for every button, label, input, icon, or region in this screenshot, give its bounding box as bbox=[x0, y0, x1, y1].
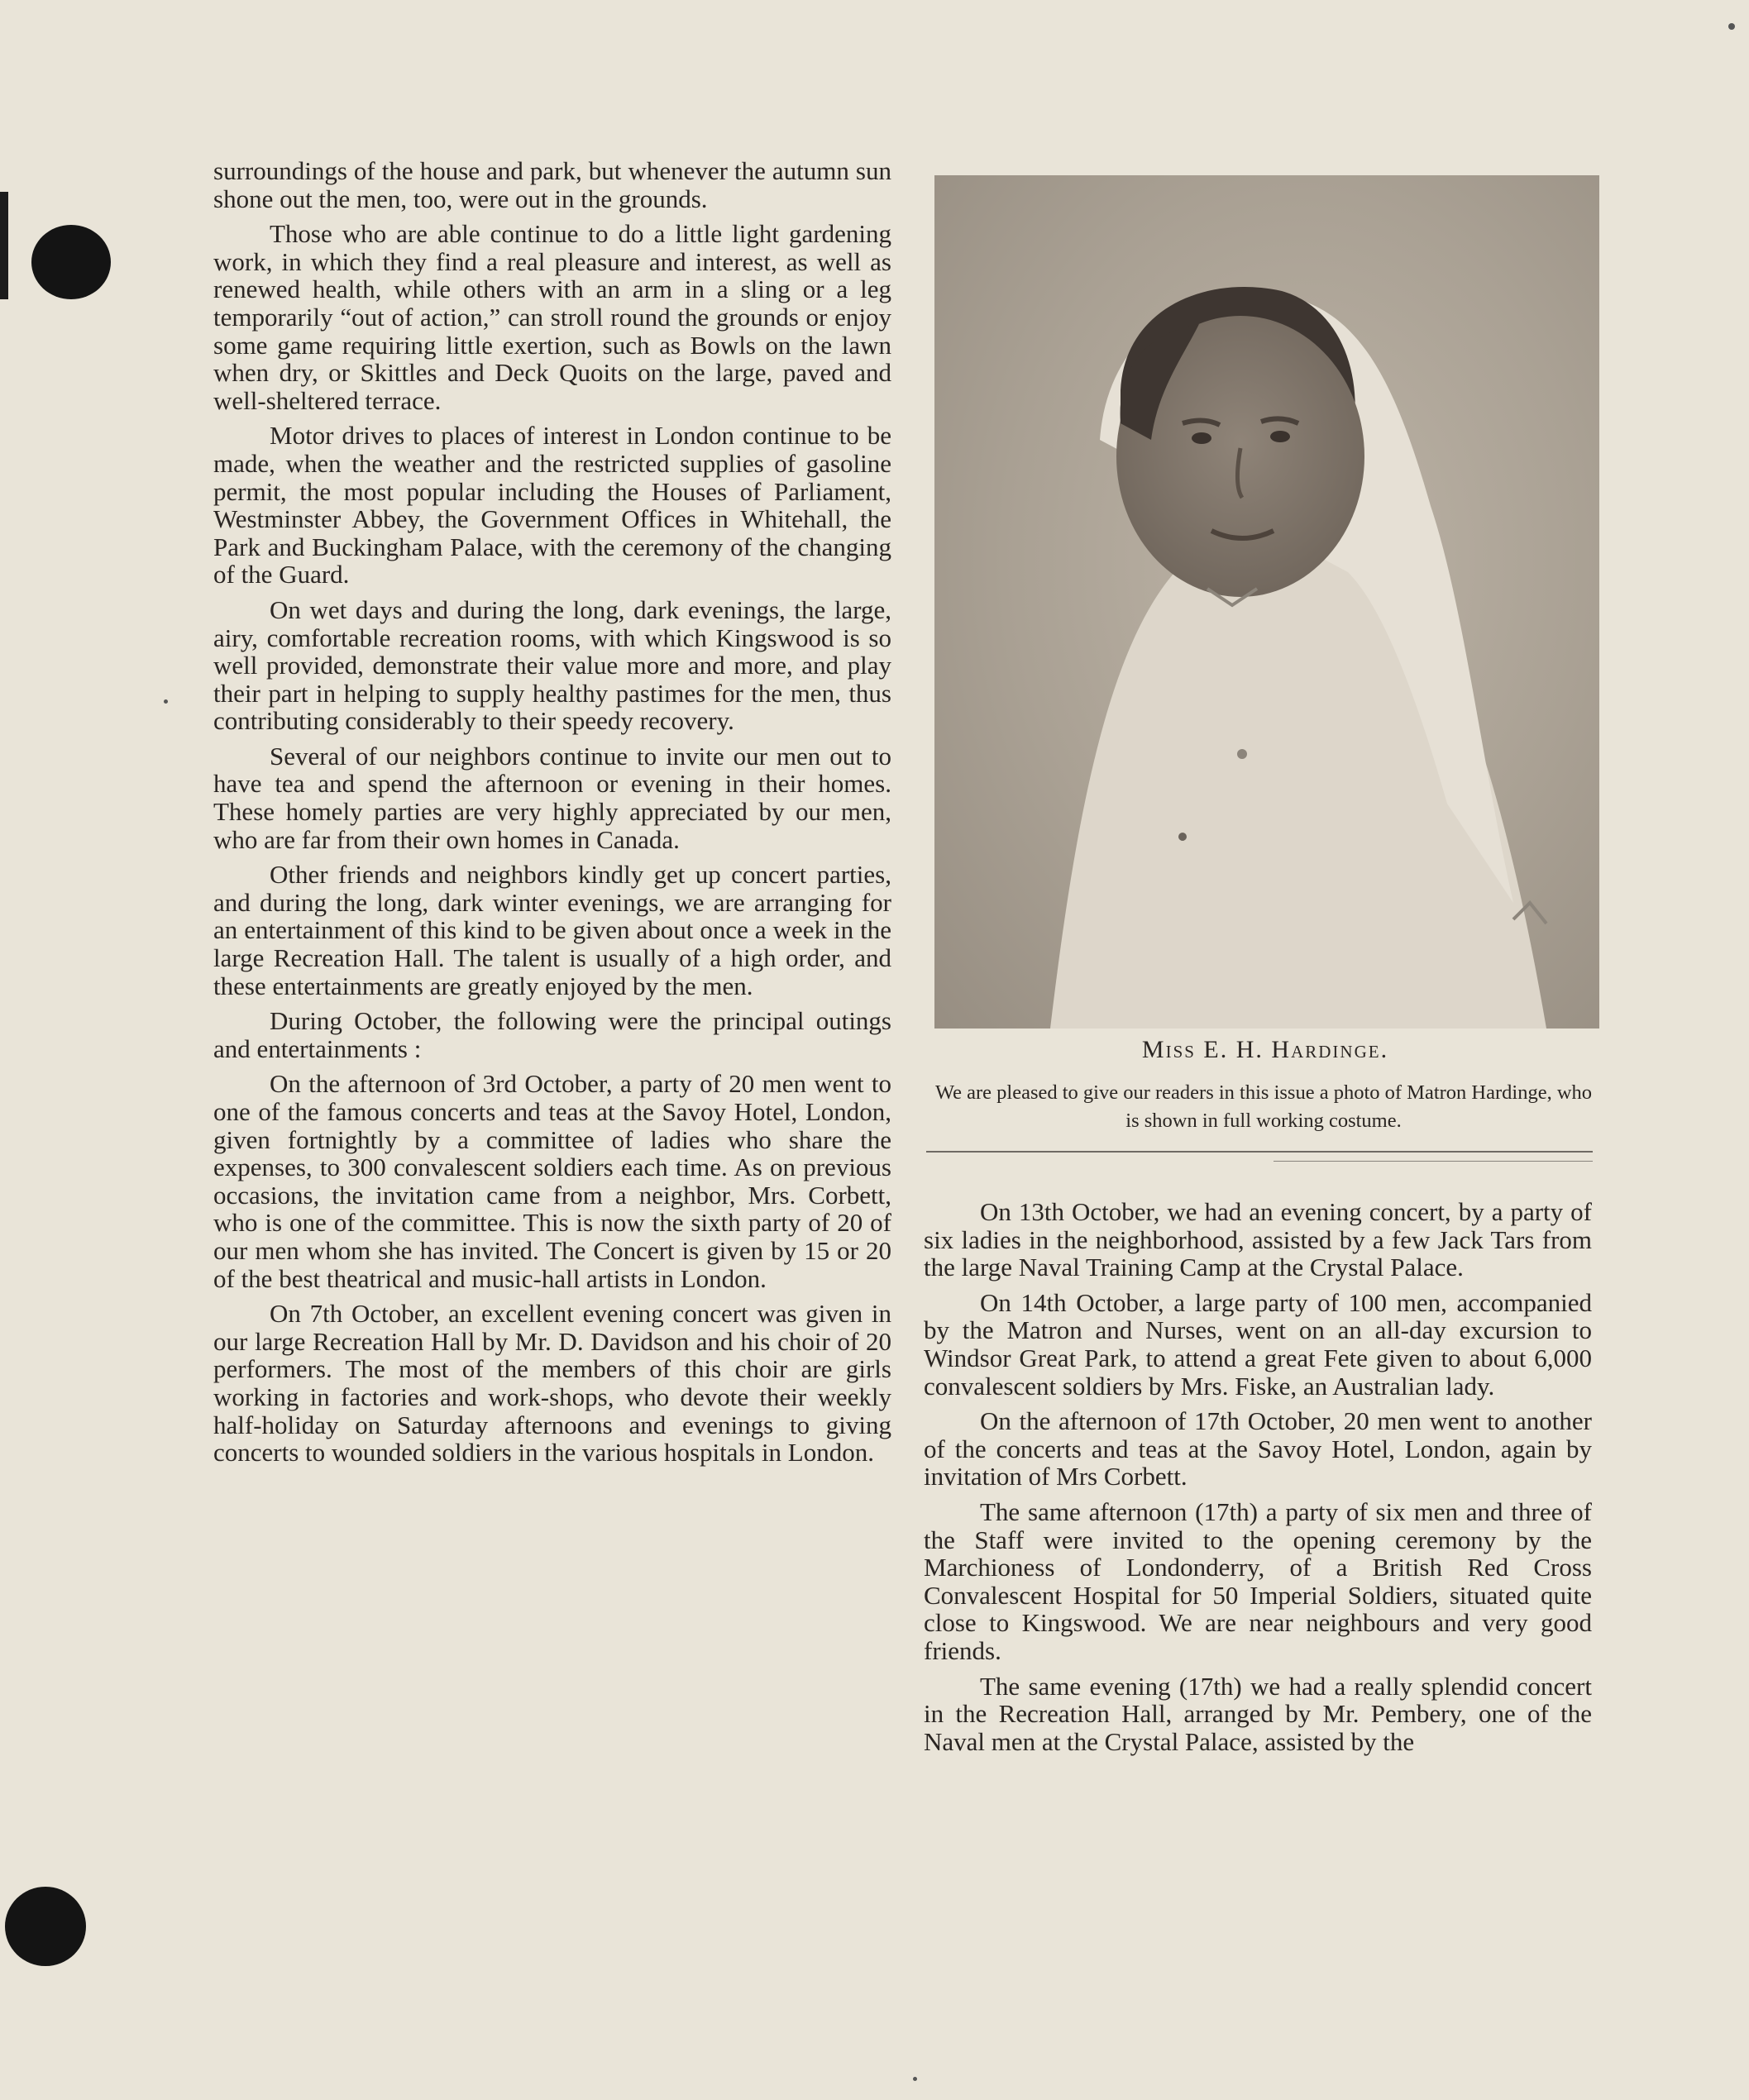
paragraph: Those who are able continue to do a little light gardening work, in which they find a real pleasure and interest, as well as renewed health, while others with an arm in a sling or a leg temporarily “out of action,” can stroll round the grounds or enjoy some game requiring little exertion, such as Bowls on the lawn when dry, or Skittles and Deck Quoits on the large, paved and well-sheltered terrace. bbox=[213, 219, 891, 415]
photo-caption-text: We are pleased to give our readers in this issue a photo of Matron Hardinge, who is shown in full working costume. bbox=[934, 1081, 1593, 1132]
binding-edge-mark bbox=[0, 192, 8, 299]
punch-hole-bottom bbox=[5, 1887, 86, 1966]
right-column bbox=[924, 1198, 1592, 1763]
paragraph: The same evening (17th) we had a really splendid concert in the Recreation Hall, arranged by Mr. Pembery, one of the Naval men at the Crystal Palace, assisted by the bbox=[924, 1671, 1592, 1756]
nurse-portrait-icon bbox=[934, 175, 1599, 1029]
paragraph: The same afternoon (17th) a party of six men and three of the Staff were invited to the opening ceremony by the Marchioness of Londonderry, of a British Red Cross Convalescent Hospital for 50 Imperial Soldiers, situated quite close to Kingswood. We are near neighbours and very good friends. bbox=[924, 1496, 1592, 1665]
section-divider bbox=[1274, 1161, 1593, 1162]
paragraph: On 13th October, we had an evening concert, by a party of six ladies in the neighborhood, assisted by a few Jack Tars from the large Naval Training Camp at the Crystal Palace. bbox=[924, 1197, 1592, 1282]
paragraph: On the afternoon of 17th October, 20 men went to another of the concerts and teas at the Savoy Hotel, London, again by invitation of Mrs Corbett. bbox=[924, 1406, 1592, 1491]
paragraph: On 14th October, a large party of 100 men, accompanied by the Matron and Nurses, went on an all-day excursion to Windsor Great Park, to attend a great Fete given to about 6,000 convalescent soldiers by Mrs. Fiske, an Australian lady. bbox=[924, 1287, 1592, 1401]
paragraph: Other friends and neighbors kindly get up concert parties, and during the long, dark winter evenings, we are arranging for an entertainment of this kind to be given about once a week in the large Recreation Hall. The talent is usually of a high order, and these entertainments are greatly enjoyed by the men. bbox=[213, 860, 891, 1000]
paragraph: surroundings of the house and park, but whenever the autumn sun shone out the men, too, were out in the grounds. bbox=[213, 156, 891, 213]
left-column bbox=[213, 157, 891, 1474]
speck bbox=[1728, 23, 1735, 30]
paragraph: On the afternoon of 3rd October, a party of 20 men went to one of the famous concerts and teas at the Savoy Hotel, London, given fortnightly by a committee of ladies who share the expenses, to 300 convalescent soldiers each time. As on previous occasions, the invitation came from a neighbor, Mrs. Corbett, who is one of the committee. This is now the sixth party of 20 of our men whom she has invited. The Concert is given by 15 or 20 of the best theatrical and music-hall artists in London. bbox=[213, 1069, 891, 1293]
speck bbox=[913, 2077, 917, 2081]
paragraph: During October, the following were the principal outings and entertainments : bbox=[213, 1006, 891, 1063]
paragraph: On wet days and during the long, dark evenings, the large, airy, comfortable recreation rooms, with which Kingswood is so well provided, demonstrate their value more and more, and play their part in helping to supply healthy pastimes for the men, thus contributing considerably to their speedy recovery. bbox=[213, 594, 891, 736]
paragraph: Several of our neighbors continue to invite our men out to have tea and spend the afternoon or evening in their homes. These homely parties are very highly appreciated by our men, who are far from their own homes in Canada. bbox=[213, 741, 891, 854]
paragraph: Motor drives to places of interest in London continue to be made, when the weather and the restricted supplies of gasoline permit, the most popular including the Houses of Parliament, Westminster Abbey, the Government Offices in Whitehall, the Park and Buckingham Palace, with the ceremony of the changing of the Guard. bbox=[213, 421, 891, 589]
paragraph: On 7th October, an excellent evening concert was given in our large Recreation Hall by Mr. D. Davidson and his choir of 20 performers. The most of the members of this choir are girls working in factories and work-shops, who devote their weekly half-holiday on Saturday afternoons and evenings to giving concerts to wounded soldiers in the various hospitals in London. bbox=[213, 1299, 891, 1468]
speck bbox=[164, 699, 168, 704]
section-divider bbox=[926, 1151, 1593, 1153]
portrait-photo bbox=[934, 175, 1599, 1029]
photo-caption-title: Miss E. H. Hardinge. bbox=[1141, 1036, 1389, 1063]
punch-hole-top bbox=[31, 225, 111, 299]
